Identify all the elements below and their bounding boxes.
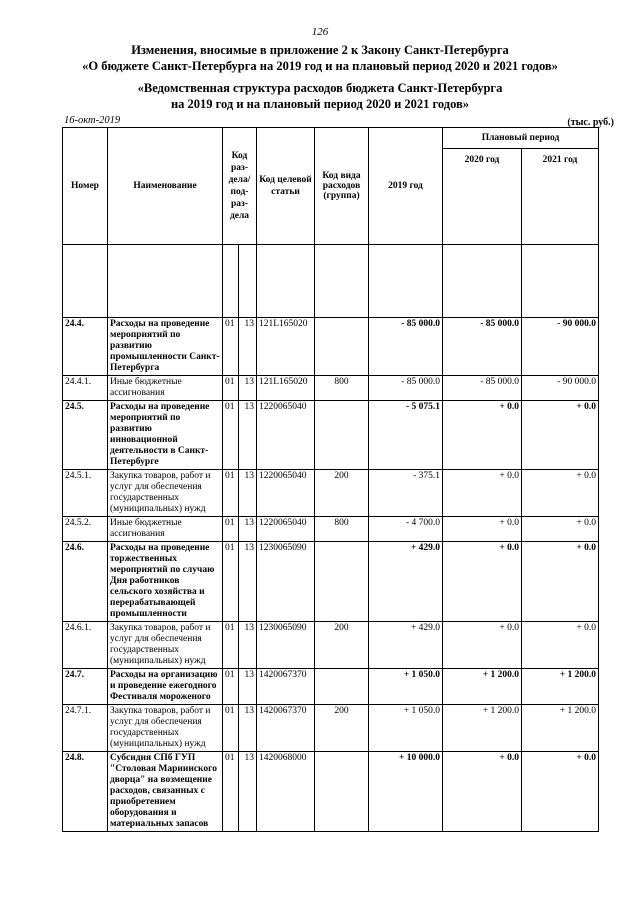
row-number: 24.5.2. [63,517,108,542]
table-header-row [63,128,599,149]
row-value-2019: - 85 000.0 [369,376,443,401]
row-value-2021: + 0.0 [522,542,599,622]
row-number: 24.8. [63,752,108,832]
row-number: 24.4.1. [63,376,108,401]
row-expense-type: 200 [315,470,369,517]
row-target-code: 1220065040 [257,401,315,470]
header-target-code: Код целевой статьи [257,128,315,245]
budget-table [62,127,599,832]
header-expense-type-code: Код вида расходов (группа) [315,128,369,245]
title-line-2: «О бюджете Санкт-Петербурга на 2019 год и на плановый период 2020 и 2021 годов» [82,59,558,73]
row-section-code: 01 [223,318,239,376]
row-section-code: 01 [223,705,239,752]
row-number: 24.7. [63,669,108,705]
row-target-code: 1230065090 [257,622,315,669]
row-number: 24.5. [63,401,108,470]
row-expense-type: 800 [315,517,369,542]
row-name: Расходы на проведение мероприятий по развитию инновационной деятельности в Санкт-Петербурге [108,401,223,470]
table-row [63,318,599,376]
spacer-row [63,245,599,318]
row-section-code: 01 [223,376,239,401]
row-value-2019: + 429.0 [369,542,443,622]
table-row [63,517,599,542]
row-number: 24.7.1. [63,705,108,752]
row-value-2019: + 429.0 [369,622,443,669]
row-value-2021: + 0.0 [522,517,599,542]
row-expense-type [315,318,369,376]
page-number: 126 [311,26,329,38]
row-value-2021: - 90 000.0 [522,376,599,401]
row-expense-type [315,669,369,705]
subtitle-line-2: на 2019 год и на плановый период 2020 и 2021 годов» [170,97,470,111]
document-date: 16-окт-2019 [64,115,121,126]
table-row [63,401,599,470]
units-label: (тыс. руб.) [567,117,614,128]
title-line-1: Изменения, вносимые в приложение 2 к Закону Санкт-Петербурга [131,43,509,57]
row-subsection-code: 13 [239,542,257,622]
row-section-code: 01 [223,752,239,832]
row-expense-type: 200 [315,705,369,752]
header-2019: 2019 год [369,128,443,245]
table-row [63,542,599,622]
row-value-2019: + 1 050.0 [369,705,443,752]
row-value-2021: + 1 200.0 [522,705,599,752]
row-name: Расходы на проведение мероприятий по развитию промышленности Санкт-Петербурга [108,318,223,376]
subtitle-line-1: «Ведомственная структура расходов бюджета Санкт-Петербурга [137,81,503,95]
row-name: Закупка товаров, работ и услуг для обеспечения государственных (муниципальных) нужд [108,470,223,517]
row-value-2020: - 85 000.0 [443,376,522,401]
row-value-2019: + 1 050.0 [369,669,443,705]
row-number: 24.4. [63,318,108,376]
row-value-2019: + 10 000.0 [369,752,443,832]
row-subsection-code: 13 [239,517,257,542]
row-value-2020: - 85 000.0 [443,318,522,376]
row-value-2020: + 0.0 [443,401,522,470]
table-row [63,705,599,752]
row-name: Иные бюджетные ассигнования [108,376,223,401]
row-value-2019: - 4 700.0 [369,517,443,542]
row-target-code: 1420068000 [257,752,315,832]
row-value-2019: - 5 075.1 [369,401,443,470]
row-name: Закупка товаров, работ и услуг для обеспечения государственных (муниципальных) нужд [108,622,223,669]
row-expense-type [315,401,369,470]
document-subtitle [0,80,640,112]
header-section-code: Код раз-дела/ под-раз-дела [223,128,257,245]
row-expense-type [315,542,369,622]
header-2021: 2021 год [522,149,599,245]
row-target-code: 1420067370 [257,669,315,705]
row-target-code: 1220065040 [257,517,315,542]
row-value-2020: + 0.0 [443,752,522,832]
row-value-2020: + 0.0 [443,470,522,517]
row-subsection-code: 13 [239,669,257,705]
row-value-2019: - 375.1 [369,470,443,517]
row-subsection-code: 13 [239,752,257,832]
row-value-2021: + 0.0 [522,752,599,832]
row-subsection-code: 13 [239,622,257,669]
table-row [63,752,599,832]
row-name: Расходы на организацию и проведение ежегодного Фестиваля мороженого [108,669,223,705]
row-value-2021: + 0.0 [522,470,599,517]
row-name: Закупка товаров, работ и услуг для обеспечения государственных (муниципальных) нужд [108,705,223,752]
row-section-code: 01 [223,517,239,542]
row-value-2020: + 0.0 [443,517,522,542]
row-expense-type: 200 [315,622,369,669]
header-planned-period: Плановый период [443,128,599,149]
row-target-code: 1420067370 [257,705,315,752]
row-name: Расходы на проведение торжественных мероприятий по случаю Дня работников сельского хозяйства и перерабатывающей промышленности [108,542,223,622]
row-value-2021: + 0.0 [522,622,599,669]
row-subsection-code: 13 [239,318,257,376]
row-section-code: 01 [223,669,239,705]
row-section-code: 01 [223,470,239,517]
row-value-2021: - 90 000.0 [522,318,599,376]
row-value-2021: + 0.0 [522,401,599,470]
row-section-code: 01 [223,542,239,622]
table-row [63,669,599,705]
row-expense-type [315,752,369,832]
row-number: 24.6.1. [63,622,108,669]
table-row [63,622,599,669]
header-2020: 2020 год [443,149,522,245]
row-value-2020: + 0.0 [443,622,522,669]
row-number: 24.6. [63,542,108,622]
header-name: Наименование [108,128,223,245]
row-value-2019: - 85 000.0 [369,318,443,376]
row-name: Субсидия СПб ГУП "Столовая Мариинского дворца" на возмещение расходов, связанных с приобретением оборудования и материальных запасов [108,752,223,832]
table-row [63,470,599,517]
row-number: 24.5.1. [63,470,108,517]
row-value-2020: + 1 200.0 [443,669,522,705]
row-subsection-code: 13 [239,401,257,470]
row-subsection-code: 13 [239,470,257,517]
row-value-2020: + 0.0 [443,542,522,622]
row-target-code: 1220065040 [257,470,315,517]
table-row [63,376,599,401]
row-target-code: 121L165020 [257,318,315,376]
row-subsection-code: 13 [239,376,257,401]
row-subsection-code: 13 [239,705,257,752]
header-number: Номер [63,128,108,245]
row-section-code: 01 [223,401,239,470]
row-target-code: 121L165020 [257,376,315,401]
row-name: Иные бюджетные ассигнования [108,517,223,542]
row-target-code: 1230065090 [257,542,315,622]
row-value-2020: + 1 200.0 [443,705,522,752]
row-value-2021: + 1 200.0 [522,669,599,705]
document-title [0,42,640,74]
row-expense-type: 800 [315,376,369,401]
row-section-code: 01 [223,622,239,669]
